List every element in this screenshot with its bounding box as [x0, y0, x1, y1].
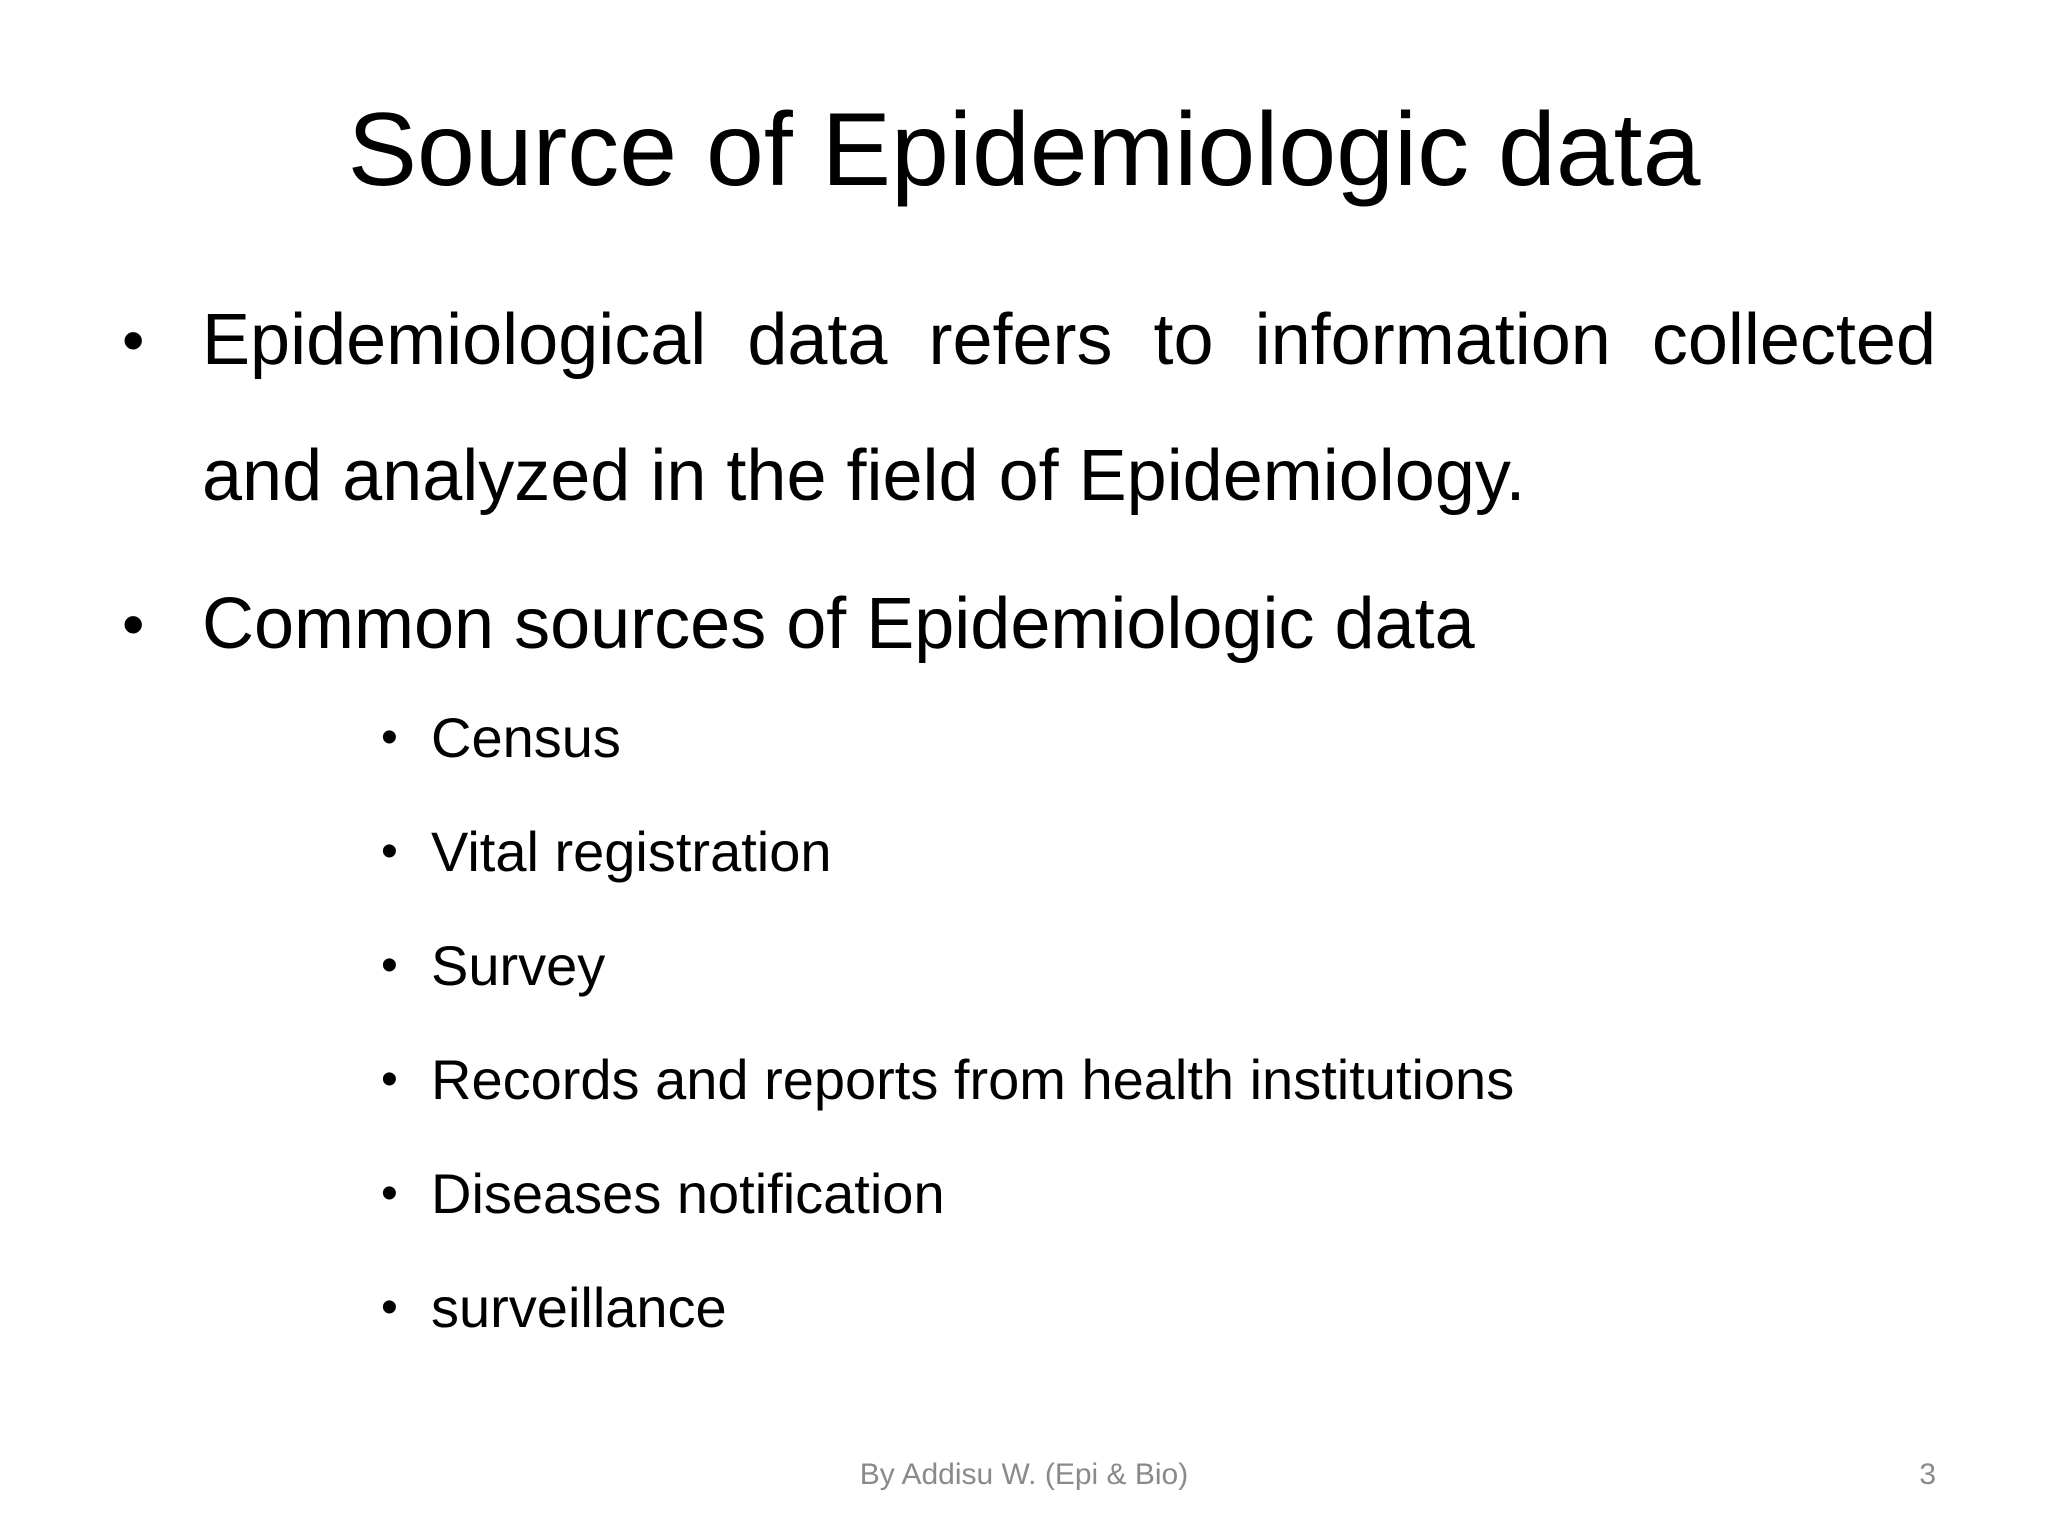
list-item-diseases-notification: • Diseases notification	[381, 1162, 1936, 1226]
footer-author: By Addisu W. (Epi & Bio)	[859, 1458, 1189, 1491]
list-item-records-reports: • Records and reports from health institutions	[381, 1048, 1936, 1112]
list-item-surveillance: • surveillance	[381, 1276, 1936, 1340]
bullet-common-sources: • Common sources of Epidemiologic data	[116, 556, 1936, 692]
list-item-survey: • Survey	[381, 934, 1936, 998]
list-item-vital-registration: • Vital registration	[381, 820, 1936, 884]
page-number: 3	[1919, 1458, 1936, 1491]
slide-body	[116, 272, 1936, 1390]
sources-list	[116, 706, 1936, 1340]
bullet-definition: • Epidemiological data refers to information collected and analyzed in the field of Epidemiology.	[116, 272, 1936, 544]
list-item-census: • Census	[381, 706, 1936, 770]
slide-title: Source of Epidemiologic data	[347, 92, 1701, 208]
